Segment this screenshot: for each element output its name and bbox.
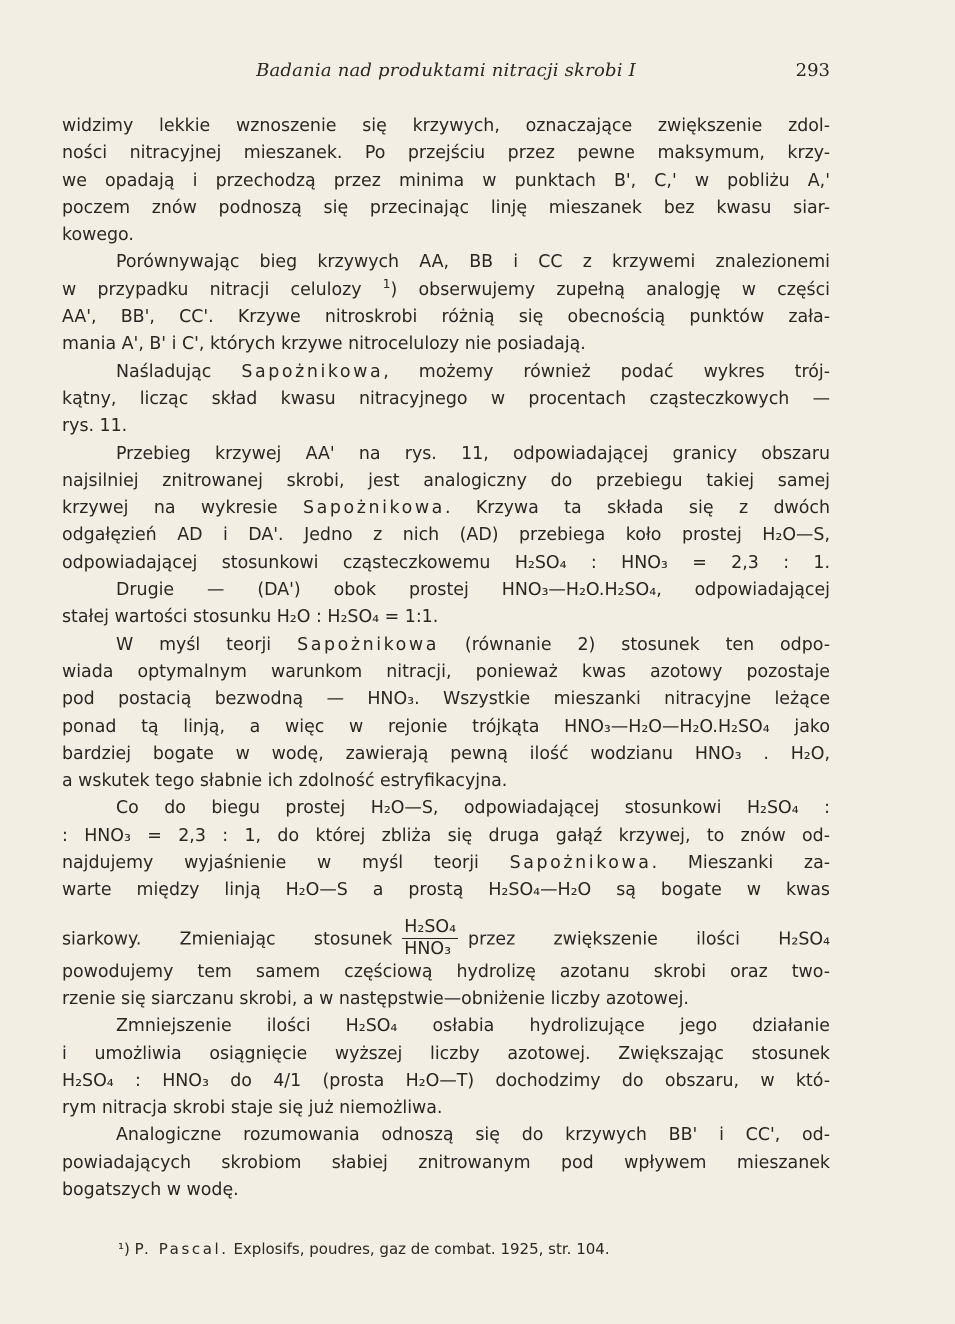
- formula: HNO₃—H₂O—H₂O.H₂SO₄: [564, 716, 770, 737]
- text-line: stałej wartości stosunku H₂O : H₂SO₄ = 1:1.: [62, 607, 439, 628]
- text-line: Porównywając bieg krzywych AA, BB i CC z krzywemi znalezionemi: [116, 252, 830, 273]
- author-name: Sapożnikowa: [241, 361, 384, 382]
- formula: H₂O—S: [285, 880, 348, 901]
- text-line: Przebieg krzywej AA' na rys. 11, odpowiadającej granicy obszaru: [116, 443, 830, 464]
- text-line: Zmniejszenie ilości H₂SO₄ osłabia hydrolizujące jego działanie: [116, 1016, 830, 1037]
- text-line: warte między linją H₂O—S a prostą H₂SO₄—H₂O są bogate w kwas: [62, 880, 830, 901]
- author-name: Sapożnikowa: [303, 498, 445, 519]
- body-text: [62, 113, 830, 1204]
- formula: H₂SO₄: [778, 928, 831, 949]
- footnote: [118, 1240, 610, 1258]
- text-line: we opadają i przechodzą przez minima w punktach B', C,' w pobliżu A,': [62, 170, 830, 191]
- text-line: rym nitracja skrobi staje się już niemożliwa.: [62, 1098, 443, 1119]
- footnote-text: Explosifs, poudres, gaz de combat. 1925, str. 104.: [233, 1240, 610, 1258]
- text-line: odpowiadającej stosunkowi cząsteczkowemu H₂SO₄ : HNO₃ = 2,3 : 1.: [62, 552, 831, 573]
- text-line: najdujemy wyjaśnienie w myśl teorji Sapożnikowa. Mieszanki za-: [62, 853, 830, 874]
- footnote-marker: ¹): [118, 1240, 130, 1258]
- text-line: Naśladując Sapożnikowa, możemy również podać wykres trój-: [116, 361, 830, 382]
- fraction-numerator: H₂SO₄: [402, 917, 458, 940]
- text-line: mania A', B' i C', których krzywe nitrocelulozy nie posiadają.: [62, 334, 586, 355]
- formula: H₂O—S,: [370, 798, 439, 819]
- text-line: i umożliwia osiągnięcie wyższej liczby azotowej. Zwiększając stosunek: [62, 1043, 830, 1064]
- text-line: widzimy lekkie wznoszenie się krzywych, oznaczające zwiększenie zdol-: [62, 116, 830, 136]
- text-line: w przypadku nitracji celulozy $^1$) obserwujemy zupełną analogję w części: [62, 276, 830, 300]
- text-line: kowego.: [62, 225, 134, 246]
- fraction: [402, 917, 458, 962]
- text-line: AA', BB', CC'. Krzywe nitroskrobi różnią się obecnością punktów zała-: [62, 307, 830, 328]
- page-number: 293: [795, 60, 830, 81]
- text-line: kątny, licząc skład kwasu nitracyjnego w procentach cząsteczkowych —: [62, 388, 830, 409]
- text-line: Drugie — (DA') obok prostej HNO₃—H₂O.H₂SO₄, odpowiadającej: [116, 580, 831, 601]
- author-name: Sapożnikowa: [297, 634, 439, 655]
- text-line: H₂SO₄ : HNO₃ do 4/1 (prosta H₂O—T) dochodzimy do obszaru, w któ-: [62, 1070, 830, 1091]
- formula: H₂O—S,: [762, 525, 830, 546]
- formula: HNO₃.: [367, 689, 420, 710]
- formula: HNO₃—H₂O.H₂SO₄,: [501, 580, 662, 601]
- text-line: : HNO₃ = 2,3 : 1, do której zbliża się druga gałąź krzywej, to znów od-: [62, 825, 830, 846]
- text-line: rzenie się siarczanu skrobi, a w następstwie—obniżenie liczby azotowej.: [62, 988, 689, 1009]
- text-line: rys. 11.: [62, 416, 128, 437]
- text-line: ponad tą linją, a więc w rejonie trójkąta HNO₃—H₂O—H₂O.H₂SO₄ jako: [62, 716, 830, 737]
- footnote-ref: 1: [382, 276, 391, 291]
- text-line: odgałęzień AD i DA'. Jedno z nich (AD) przebiega koło prostej H₂O—S,: [62, 525, 830, 546]
- author-name: Sapożnikowa: [509, 853, 652, 874]
- text-line: krzywej na wykresie Sapożnikowa. Krzywa ta składa się z dwóch: [62, 498, 830, 519]
- text-line: W myśl teorji Sapożnikowa (równanie 2) stosunek ten odpo-: [116, 634, 830, 655]
- formula: H₂O—T): [405, 1070, 475, 1091]
- text-line: bardziej bogate w wodę, zawierają pewną ilość wodzianu HNO₃ . H₂O,: [62, 743, 830, 764]
- footnote-author: P. Pascal.: [134, 1240, 229, 1258]
- formula: H₂SO₄ : HNO₃: [62, 1070, 209, 1091]
- fraction-denominator: HNO₃: [404, 939, 452, 960]
- text-line: pod postacią bezwodną — HNO₃. Wszystkie mieszanki nitracyjne leżące: [62, 689, 831, 710]
- text-line: a wskutek tego słabnie ich zdolność estryfikacyjna.: [62, 771, 508, 792]
- formula: H₂SO₄—H₂O: [488, 880, 592, 901]
- formula: HNO₃ . H₂O,: [694, 743, 830, 764]
- formula: H₂SO₄: [345, 1016, 398, 1037]
- formula: : HNO₃ = 2,3 : 1,: [62, 825, 262, 846]
- text-line: wiada optymalnym warunkom nitracji, ponieważ kwas azotowy pozostaje: [62, 661, 830, 682]
- text-line: Co do biegu prostej H₂O—S, odpowiadającej stosunkowi H₂SO₄ :: [116, 798, 830, 819]
- text-line: ności nitracyjnej mieszanek. Po przejściu przez pewne maksymum, krzy-: [62, 143, 830, 164]
- text-line: poczem znów podnoszą się przecinając linję mieszanek bez kwasu siar-: [62, 197, 830, 218]
- text-line: Analogiczne rozumowania odnoszą się do krzywych BB' i CC', od-: [116, 1125, 830, 1146]
- text-line: bogatszych w wodę.: [62, 1179, 239, 1200]
- text-line: siarkowy. Zmieniając stosunek $\frac{\text{H₂SO₄}}{\text{HNO₃}}$ przez zwiększenie ilości H₂SO₄: [62, 916, 831, 960]
- formula: H₂SO₄ :: [746, 798, 830, 819]
- text-line: najsilniej znitrowanej skrobi, jest analogiczny do przebiegu takiej samej: [62, 470, 830, 491]
- formula: H₂O : H₂SO₄ = 1:1.: [276, 607, 439, 628]
- formula: H₂SO₄ : HNO₃ = 2,3 : 1.: [514, 552, 831, 573]
- text-line: powiadających skrobiom słabiej znitrowanym pod wpływem mieszanek: [62, 1152, 830, 1173]
- running-title: Badania nad produktami nitracji skrobi I: [256, 60, 636, 81]
- text-line: powodujemy tem samem częściową hydrolizę azotanu skrobi oraz two-: [62, 961, 830, 982]
- page-header: [62, 60, 830, 86]
